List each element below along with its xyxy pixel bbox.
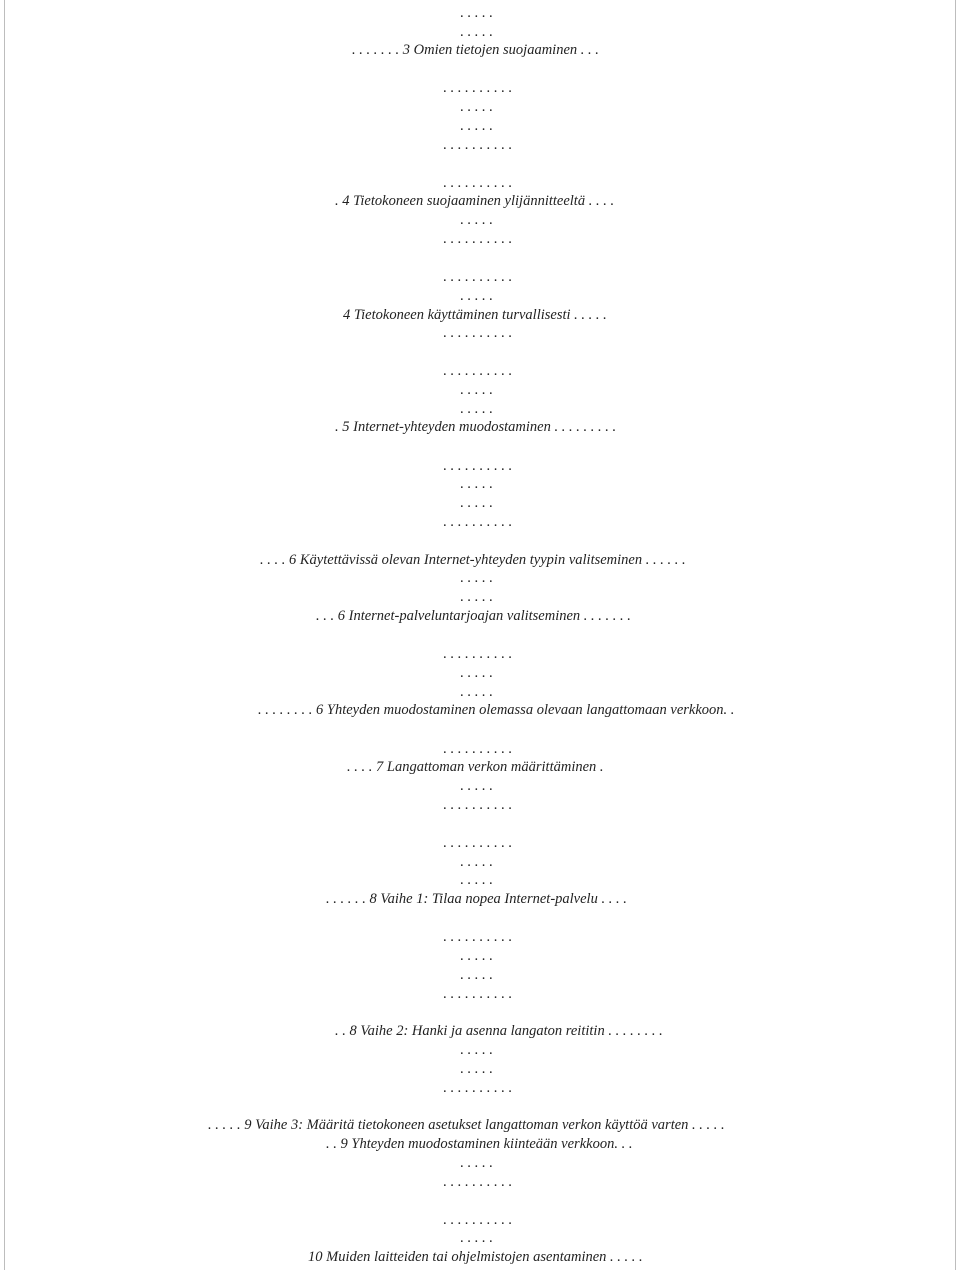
dot-leader: . . . . . . . . . .: [443, 80, 512, 96]
dot-leader: . . . . . . . . . .: [443, 231, 512, 247]
dot-leader: . . . . . . . . . .: [443, 363, 512, 379]
dot-leader: . . . . . . . . . .: [443, 514, 512, 530]
dot-leader: . . . . . . . . . .: [443, 1212, 512, 1228]
toc-entry-10-muiden-laitteiden-asentaminen: 10 Muiden laitteiden tai ohjelmistojen asentaminen . . . . .: [308, 1249, 643, 1265]
toc-entry-4-kayttaminen-turvallisesti: 4 Tietokoneen käyttäminen turvallisesti . . . . .: [343, 307, 607, 323]
dot-leader: . . . . .: [460, 854, 493, 870]
dot-leader: . . . . . . . . . .: [443, 797, 512, 813]
dot-leader: . . . . . . . . . .: [443, 137, 512, 153]
dot-leader: . . . . . . . . . .: [443, 1080, 512, 1096]
dot-leader: . . . . . . . . . .: [443, 325, 512, 341]
toc-entry-9-kiinteaan-verkkoon: . . 9 Yhteyden muodostaminen kiinteään verkkoon. . .: [326, 1136, 633, 1152]
toc-entry-4-ylijannitteelta: . 4 Tietokoneen suojaaminen ylijännitteeltä . . . .: [335, 193, 615, 209]
page-edge-right: [955, 0, 956, 1270]
toc-entry-8-vaihe-1: . . . . . . 8 Vaihe 1: Tilaa nopea Internet-palvelu . . . .: [326, 891, 627, 907]
toc-entry-7-langattoman-verkon-maarittaminen: . . . . 7 Langattoman verkon määrittäminen .: [347, 759, 604, 775]
dot-leader: . . . . .: [460, 684, 493, 700]
toc-entry-8-vaihe-2: . . 8 Vaihe 2: Hanki ja asenna langaton reititin . . . . . . . .: [335, 1023, 663, 1039]
dot-leader: . . . . . . . . . .: [443, 741, 512, 757]
dot-leader: . . . . . . . . . .: [443, 986, 512, 1002]
dot-leader: . . . . . . . . . .: [443, 1174, 512, 1190]
dot-leader: . . . . .: [460, 5, 493, 21]
toc-entry-3-omien-tietojen-suojaaminen: . . . . . . . 3 Omien tietojen suojaaminen . . .: [352, 42, 599, 58]
dot-leader: . . . . .: [460, 570, 493, 586]
dot-leader: . . . . . . . . . .: [443, 929, 512, 945]
dot-leader: . . . . . . . . . .: [443, 269, 512, 285]
toc-entry-6-langattomaan-verkkoon: . . . . . . . . 6 Yhteyden muodostaminen olemassa olevaan langattomaan verkkoon. .: [258, 702, 735, 718]
dot-leader: . . . . . . . . . .: [443, 646, 512, 662]
toc-entry-6-palveluntarjoajan-valitseminen: . . . 6 Internet-palveluntarjoajan valitseminen . . . . . . .: [316, 608, 631, 624]
dot-leader: . . . . .: [460, 382, 493, 398]
dot-leader: . . . . .: [460, 967, 493, 983]
dot-leader: . . . . .: [460, 99, 493, 115]
dot-leader: . . . . .: [460, 118, 493, 134]
dot-leader: . . . . .: [460, 288, 493, 304]
dot-leader: . . . . .: [460, 589, 493, 605]
dot-leader: . . . . .: [460, 476, 493, 492]
dot-leader: . . . . .: [460, 495, 493, 511]
dot-leader: . . . . .: [460, 24, 493, 40]
dot-leader: . . . . . . . . . .: [443, 835, 512, 851]
page-edge-left: [4, 0, 5, 1270]
dot-leader: . . . . .: [460, 401, 493, 417]
dot-leader: . . . . .: [460, 665, 493, 681]
dot-leader: . . . . . . . . . .: [443, 175, 512, 191]
dot-leader: . . . . .: [460, 1230, 493, 1246]
toc-entry-6-yhteyden-tyypin-valitseminen: . . . . 6 Käytettävissä olevan Internet-yhteyden tyypin valitseminen . . . . . .: [260, 552, 686, 568]
dot-leader: . . . . .: [460, 872, 493, 888]
dot-leader: . . . . .: [460, 778, 493, 794]
dot-leader: . . . . .: [460, 1155, 493, 1171]
toc-entry-5-internet-yhteyden-muodostaminen: . 5 Internet-yhteyden muodostaminen . . . . . . . . .: [335, 419, 617, 435]
dot-leader: . . . . . . . . . .: [443, 458, 512, 474]
dot-leader: . . . . .: [460, 1061, 493, 1077]
dot-leader: . . . . .: [460, 1042, 493, 1058]
toc-entry-9-vaihe-3: . . . . . 9 Vaihe 3: Määritä tietokoneen asetukset langattoman verkon käyttöä varten . . . . .: [208, 1117, 725, 1133]
dot-leader: . . . . .: [460, 948, 493, 964]
dot-leader: . . . . .: [460, 212, 493, 228]
